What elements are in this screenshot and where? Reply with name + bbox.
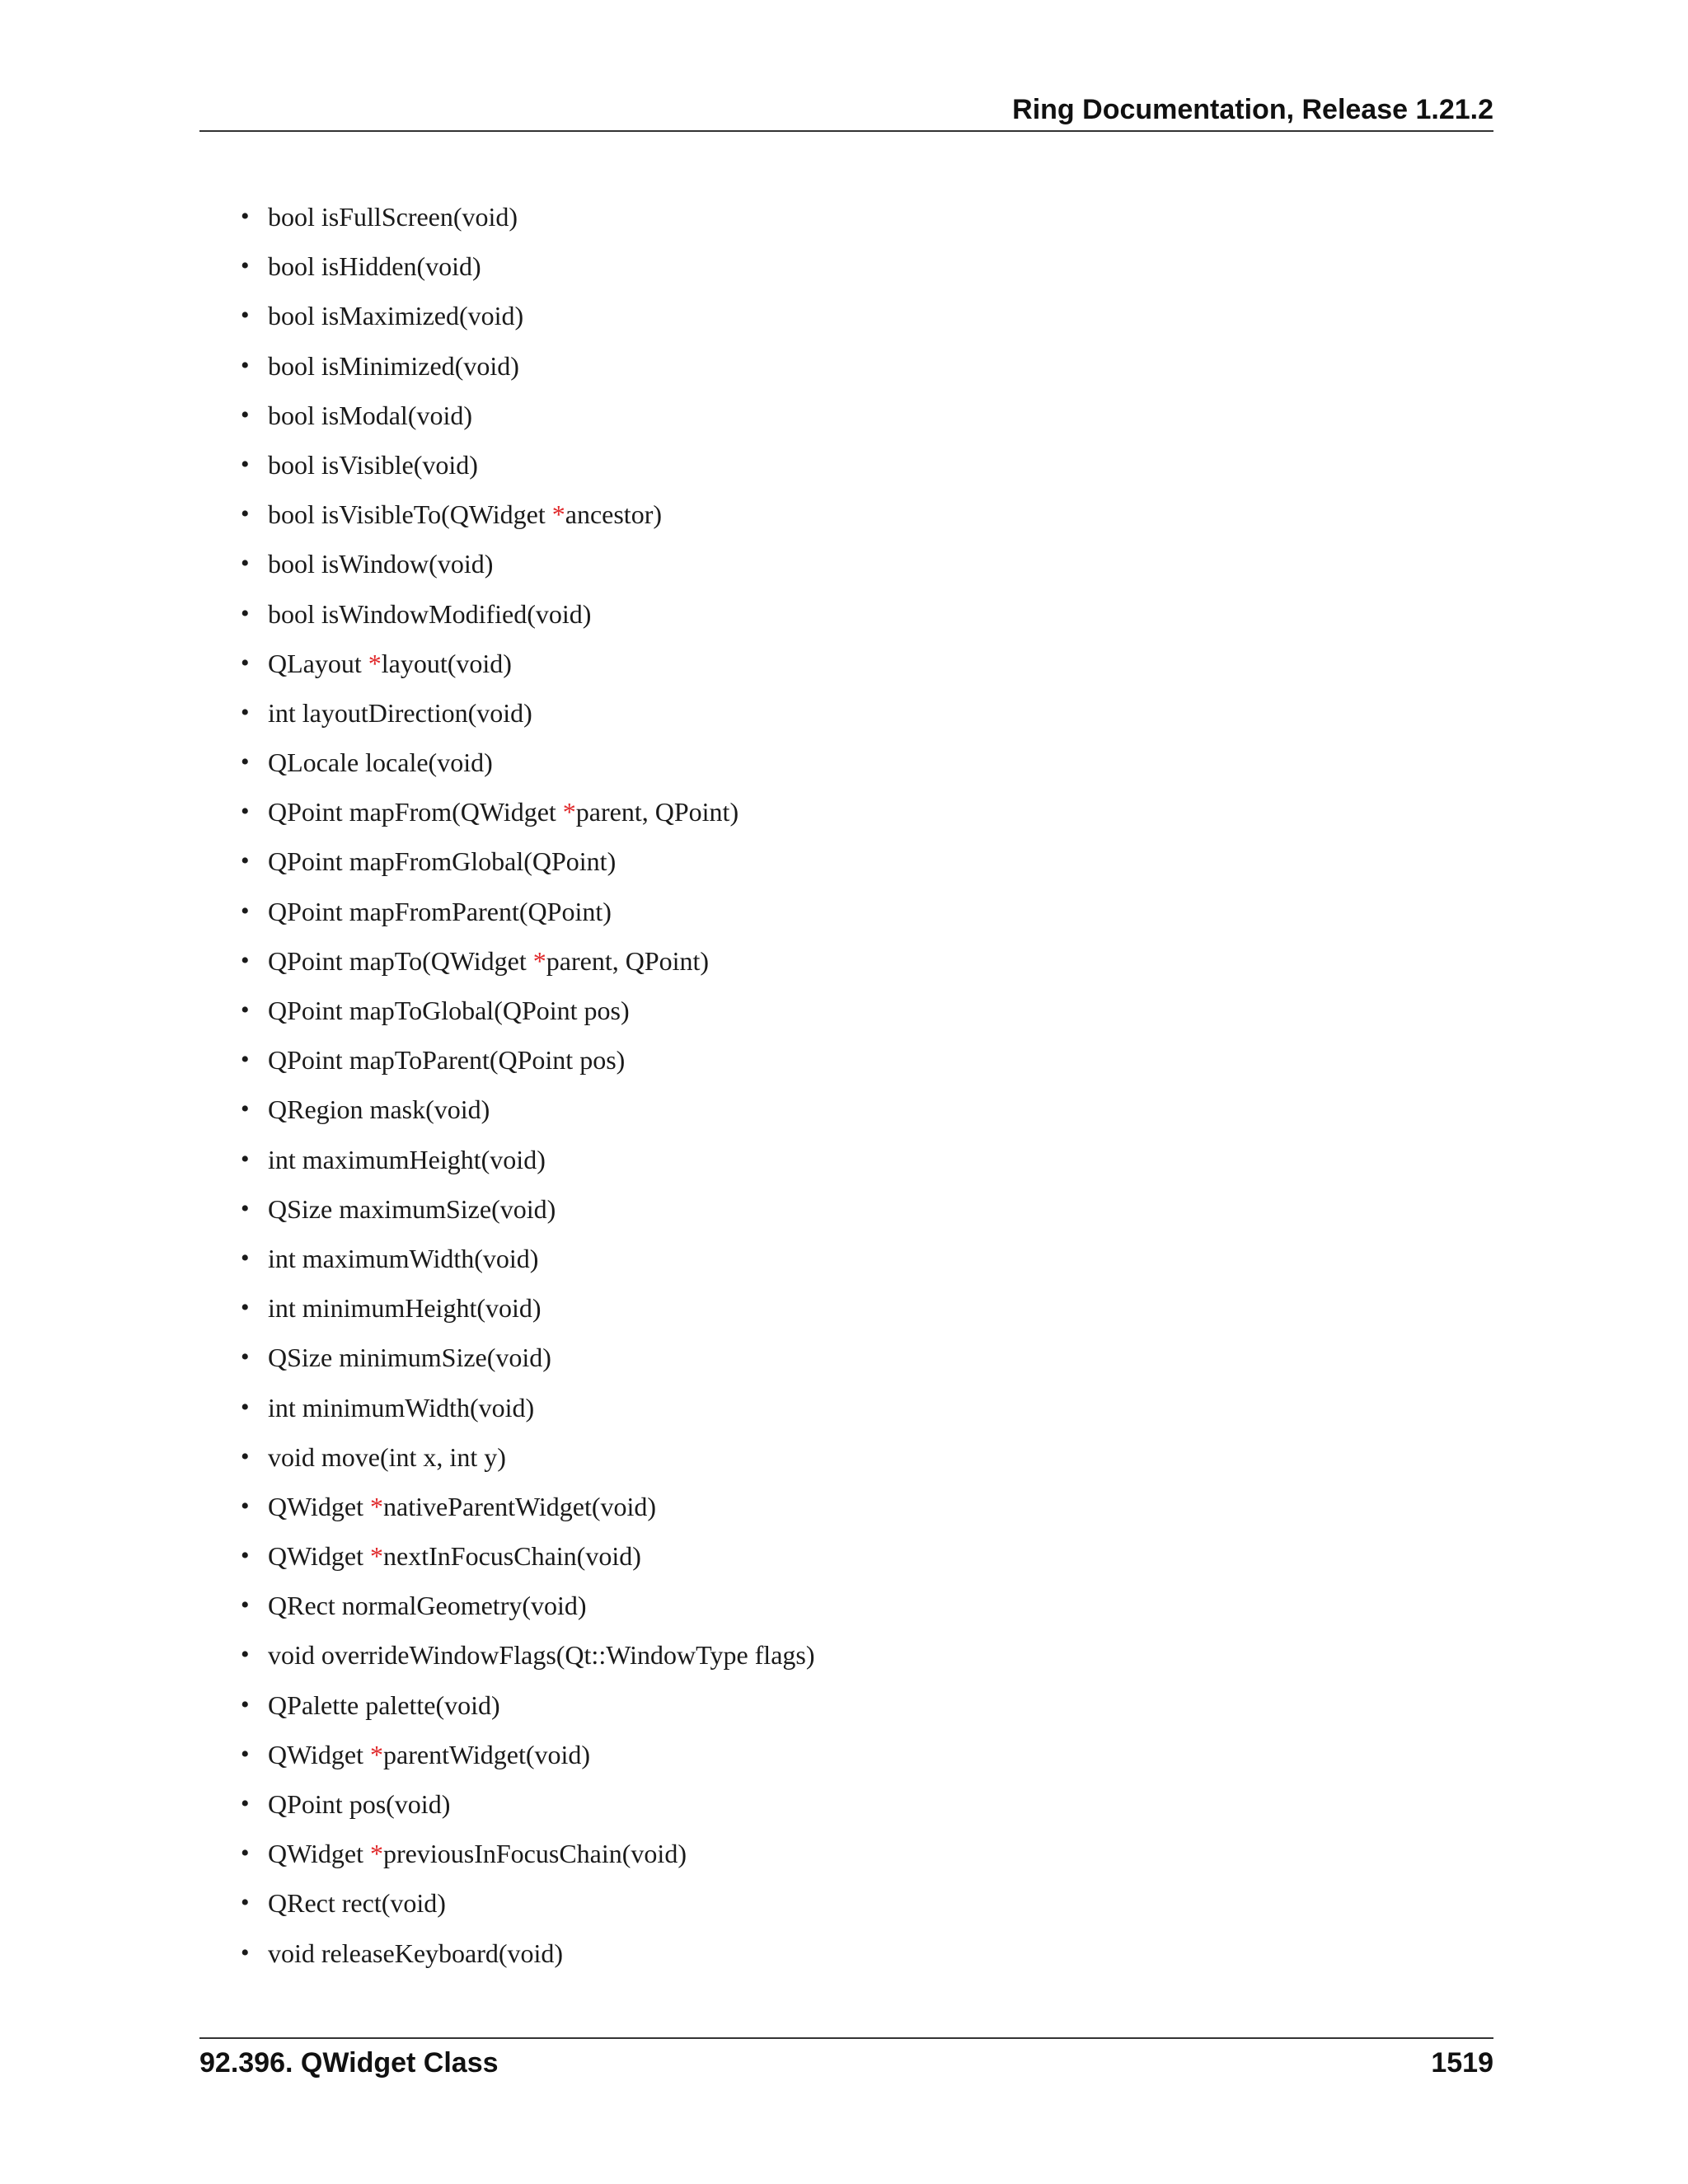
signature-text: QLocale locale(void) [268, 748, 493, 778]
method-signature [268, 247, 481, 285]
method-signature [268, 694, 532, 732]
bullet-icon: • [241, 1790, 250, 1817]
signature-text: QWidget [268, 1541, 371, 1572]
pointer-asterisk: * [551, 499, 565, 530]
bullet-icon: • [241, 649, 250, 677]
method-signature [268, 644, 512, 682]
signature-text: bool isWindowModified(void) [268, 598, 592, 629]
method-signature [268, 396, 472, 434]
method-signature [268, 495, 662, 533]
signature-text: ancestor) [565, 499, 662, 530]
method-signature [268, 1190, 556, 1228]
method-signature [268, 446, 478, 484]
method-signature [268, 1338, 551, 1376]
signature-text: bool isModal(void) [268, 400, 472, 430]
bullet-icon: • [241, 1641, 250, 1669]
signature-text: QPoint pos(void) [268, 1789, 451, 1819]
signature-text: bool isMinimized(void) [268, 350, 519, 381]
bullet-icon: • [241, 1492, 250, 1520]
bullet-icon: • [241, 897, 250, 925]
bullet-icon: • [241, 946, 250, 974]
signature-text: QPalette palette(void) [268, 1690, 500, 1720]
bullet-icon: • [241, 1343, 250, 1371]
method-signature [268, 545, 493, 583]
method-signature [268, 1389, 534, 1427]
section-title: 92.396. QWidget Class [199, 2047, 499, 2079]
bullet-icon: • [241, 550, 250, 578]
signature-text: bool isVisibleTo(QWidget [268, 499, 552, 530]
method-signature [268, 1289, 542, 1327]
pointer-asterisk: * [532, 945, 546, 976]
signature-text: int minimumWidth(void) [268, 1392, 535, 1422]
pointer-asterisk: * [370, 1491, 384, 1521]
method-signature [268, 942, 709, 980]
bullet-icon: • [241, 1542, 250, 1570]
signature-text: void overrideWindowFlags(Qt::WindowType flags) [268, 1640, 815, 1671]
page-footer [199, 2037, 1493, 2088]
bullet-icon: • [241, 1393, 250, 1421]
signature-text: int minimumHeight(void) [268, 1293, 542, 1324]
page-header [199, 89, 1493, 132]
bullet-icon: • [241, 847, 250, 875]
signature-text: QPoint mapToParent(QPoint pos) [268, 1045, 626, 1076]
method-signature [268, 793, 738, 831]
bullet-icon: • [241, 748, 250, 776]
method-signature [268, 1686, 500, 1724]
bullet-icon: • [241, 1095, 250, 1123]
method-signature [268, 198, 518, 236]
bullet-icon: • [241, 698, 250, 726]
method-signature [268, 743, 493, 781]
method-signature [268, 1736, 590, 1774]
bullet-icon: • [241, 1690, 250, 1718]
pointer-asterisk: * [368, 648, 382, 678]
signature-text: QRect normalGeometry(void) [268, 1591, 587, 1621]
signature-text: QPoint mapToGlobal(QPoint pos) [268, 996, 630, 1025]
method-signature [268, 595, 591, 633]
signature-text: bool isVisible(void) [268, 449, 478, 480]
bullet-icon: • [241, 1244, 250, 1272]
method-signature [268, 893, 612, 930]
method-signature [268, 1785, 450, 1823]
method-signature [268, 1041, 625, 1079]
bullet-icon: • [241, 203, 250, 230]
signature-text: QPoint mapFromGlobal(QPoint) [268, 846, 617, 877]
method-signature [268, 842, 616, 880]
bullet-icon: • [241, 1046, 250, 1074]
pointer-asterisk: * [562, 797, 576, 827]
bullet-icon: • [241, 302, 250, 330]
signature-text: QWidget [268, 1491, 371, 1521]
signature-text: parent, QPoint) [546, 945, 710, 976]
signature-text: QWidget [268, 1739, 371, 1769]
method-signature [268, 1240, 538, 1277]
signature-text: QSize maximumSize(void) [268, 1193, 556, 1224]
pointer-asterisk: * [370, 1739, 384, 1769]
document-title: Ring Documentation, Release 1.21.2 [1012, 94, 1493, 125]
method-signature [268, 297, 523, 335]
signature-text: QWidget [268, 1839, 371, 1869]
bullet-icon: • [241, 351, 250, 379]
method-signature [268, 1537, 641, 1575]
signature-text: parentWidget(void) [383, 1739, 591, 1769]
signature-text: int layoutDirection(void) [268, 697, 532, 728]
signature-text: parent, QPoint) [575, 797, 739, 827]
bullet-icon: • [241, 1740, 250, 1768]
bullet-icon: • [241, 252, 250, 280]
bullet-icon: • [241, 599, 250, 627]
signature-text: QPoint mapFrom(QWidget [268, 797, 563, 827]
page-number: 1519 [1431, 2047, 1493, 2079]
signature-text: QSize minimumSize(void) [268, 1343, 551, 1373]
signature-text: int maximumHeight(void) [268, 1144, 546, 1174]
bullet-icon: • [241, 1145, 250, 1173]
signature-text: QRect rect(void) [268, 1888, 446, 1919]
signature-text: QLayout [268, 648, 368, 678]
method-signature [268, 1488, 656, 1526]
method-signature [268, 1090, 490, 1128]
method-signature [268, 1934, 563, 1972]
signature-text: bool isWindow(void) [268, 549, 494, 579]
method-signature [268, 1438, 506, 1476]
bullet-icon: • [241, 1194, 250, 1222]
signature-text: void releaseKeyboard(void) [268, 1938, 564, 1968]
method-signature [268, 347, 519, 385]
bullet-icon: • [241, 1938, 250, 1966]
pointer-asterisk: * [370, 1839, 384, 1869]
bullet-icon: • [241, 1294, 250, 1322]
signature-text: bool isFullScreen(void) [268, 202, 518, 232]
signature-text: previousInFocusChain(void) [383, 1839, 687, 1869]
signature-text: void move(int x, int y) [268, 1441, 506, 1472]
method-signature [268, 1141, 546, 1179]
method-signature [268, 1884, 446, 1922]
bullet-icon: • [241, 500, 250, 528]
method-signature [268, 1586, 587, 1624]
method-signature [268, 991, 630, 1029]
bullet-icon: • [241, 1442, 250, 1470]
signature-text: QPoint mapFromParent(QPoint) [268, 896, 612, 926]
signature-text: nextInFocusChain(void) [383, 1541, 641, 1572]
signature-text: bool isMaximized(void) [268, 301, 524, 331]
bullet-icon: • [241, 1840, 250, 1868]
signature-text: QPoint mapTo(QWidget [268, 945, 533, 976]
signature-text: layout(void) [381, 648, 512, 678]
signature-text: bool isHidden(void) [268, 251, 481, 282]
signature-text: QRegion mask(void) [268, 1094, 490, 1125]
bullet-icon: • [241, 996, 250, 1024]
method-signature [268, 1636, 815, 1674]
bullet-icon: • [241, 1889, 250, 1917]
bullet-icon: • [241, 450, 250, 478]
bullet-icon: • [241, 1591, 250, 1619]
signature-text: nativeParentWidget(void) [383, 1491, 657, 1521]
signature-text: int maximumWidth(void) [268, 1243, 539, 1273]
bullet-icon: • [241, 401, 250, 429]
pointer-asterisk: * [370, 1541, 384, 1572]
method-signature [268, 1835, 687, 1872]
bullet-icon: • [241, 798, 250, 826]
